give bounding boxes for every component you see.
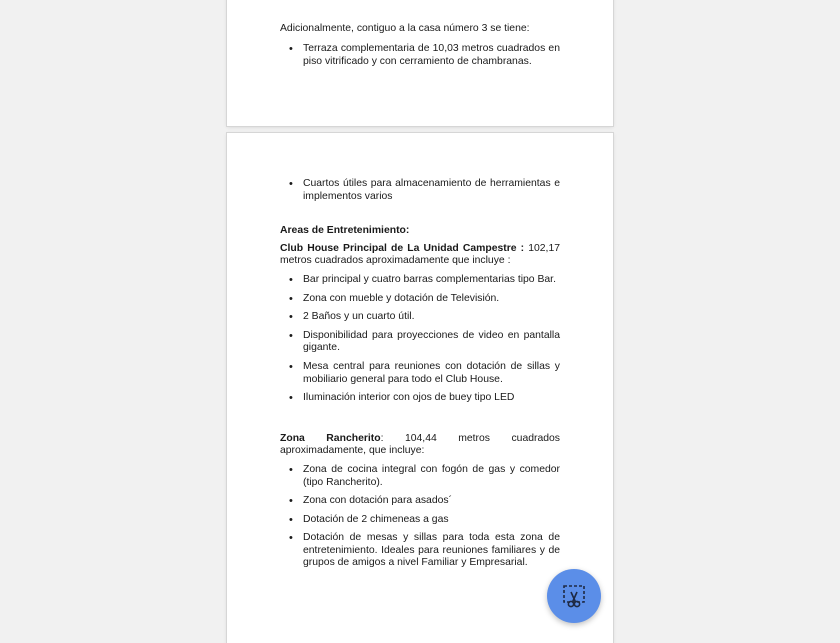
zona-rancherito-area-text: : 104,44 metros cuadrados aproximadamente, que incluye:: [280, 432, 561, 457]
list-item: • Zona con dotación para asados´: [280, 495, 560, 508]
club-house-label: Club House Principal de La Unidad Campestre :: [280, 242, 525, 254]
club-house-area-text: 102,17 metros cuadrados aproximadamente que incluye :: [280, 242, 560, 267]
bullet-list-terraza: [280, 43, 560, 68]
list-item: [280, 0, 560, 1]
bullet-list-cuartos: [280, 178, 560, 203]
zona-rancherito-label: Zona Rancherito: [280, 432, 381, 444]
list-item: • Mesa central para reuniones con dotación de sillas y mobiliario general para todo el Club House.: [280, 361, 560, 386]
document-page-1: [227, 0, 613, 126]
list-item: • Zona con mueble y dotación de Televisión.: [280, 293, 560, 306]
list-item: • Dotación de mesas y sillas para toda esta zona de entretenimiento. Ideales para reuniones familiares y de grupos de amigos a nivel Familiar y Empresarial.: [280, 532, 560, 570]
club-house-items-list: [280, 274, 560, 405]
club-house-description: [280, 243, 560, 268]
list-item: • Zona de cocina integral con fogón de gas y comedor (tipo Rancherito).: [280, 464, 560, 489]
list-item: • Iluminación interior con ojos de buey tipo LED: [280, 392, 560, 405]
page-2-content: [280, 178, 560, 576]
list-item: • 2 Baños y un cuarto útil.: [280, 311, 560, 324]
list-item: • Bar principal y cuatro barras complementarias tipo Bar.: [280, 274, 560, 287]
document-page-2: [227, 133, 613, 643]
list-item: • Disponibilidad para proyecciones de video en pantalla gigante.: [280, 330, 560, 355]
snip-tool-button[interactable]: [547, 569, 601, 623]
list-item: • Cuartos útiles para almacenamiento de herramientas e implementos varios: [280, 178, 560, 203]
bullet-list-houses: [280, 0, 560, 1]
scissors-selection-icon: [560, 582, 588, 610]
zona-rancherito-description: [280, 433, 560, 458]
section-heading: Areas de Entretenimiento:: [280, 225, 410, 237]
list-item: • Dotación de 2 chimeneas a gas: [280, 514, 560, 527]
zona-rancherito-items-list: [280, 464, 560, 570]
list-item: • Terraza complementaria de 10,03 metros cuadrados en piso vitrificado y con cerramiento de chambranas.: [280, 43, 560, 68]
paragraph-adicionalmente: Adicionalmente, contiguo a la casa número 3 se tiene:: [280, 22, 530, 34]
page-1-content: [280, 0, 560, 74]
